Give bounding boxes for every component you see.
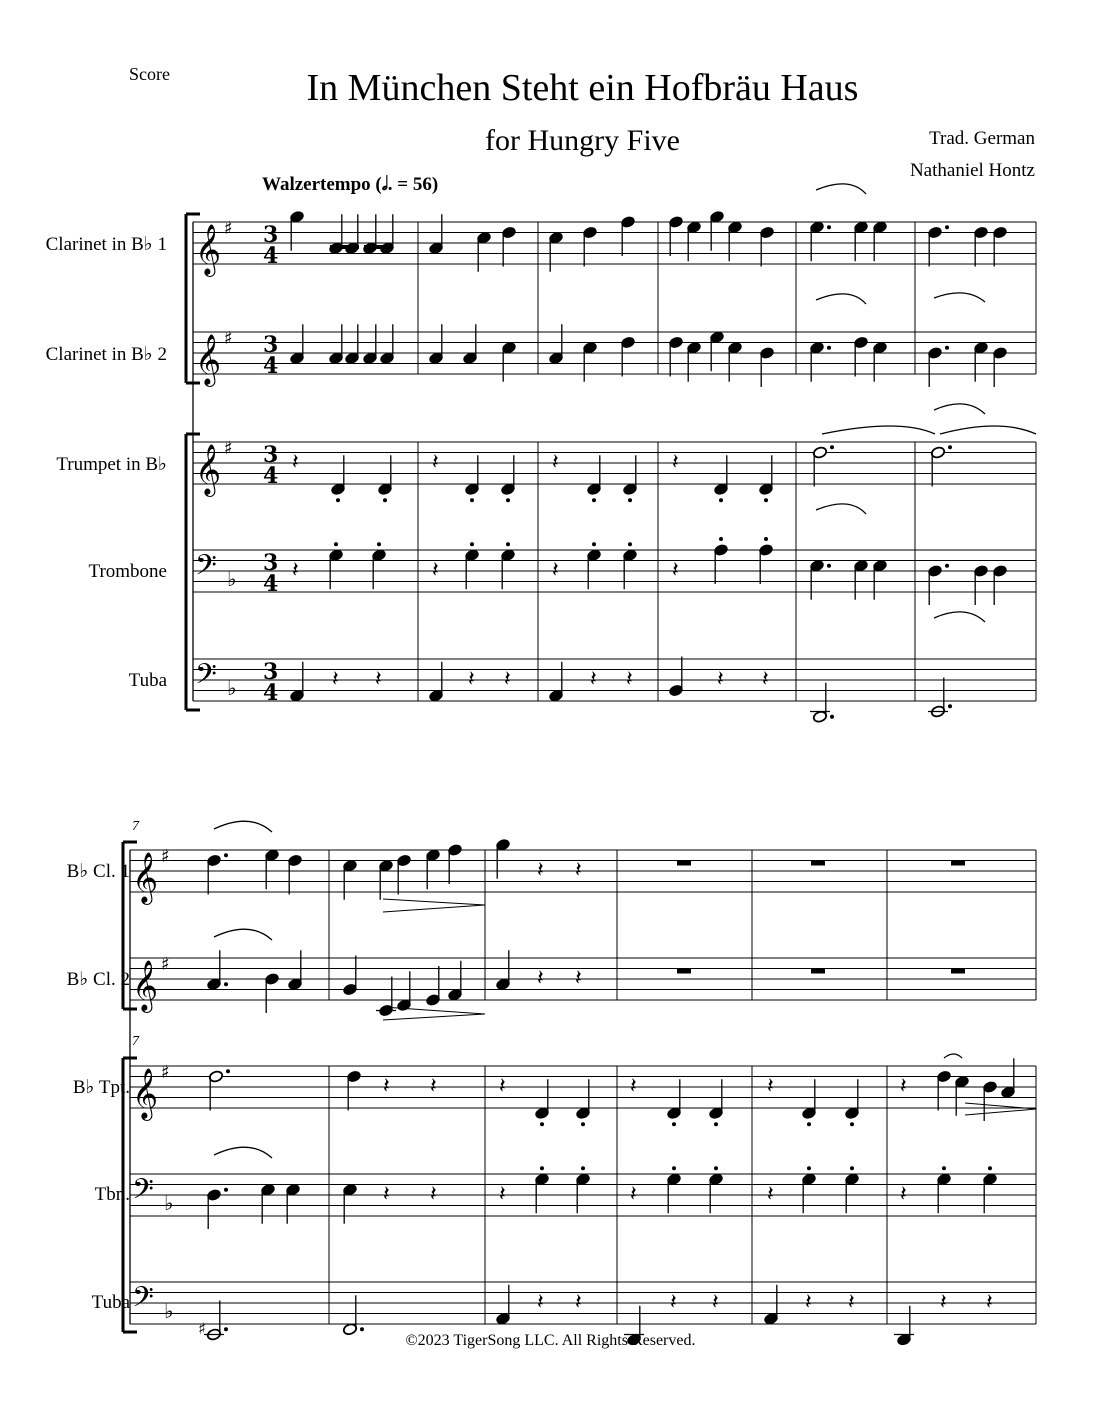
augmentation-dot — [948, 445, 952, 449]
diminuendo-hairpin — [965, 1103, 1036, 1115]
quarter-rest: 𝄽 — [575, 858, 582, 883]
augmentation-dot — [945, 225, 949, 229]
instrument-label-tuba: Tuba — [128, 670, 167, 691]
quarter-rest: 𝄽 — [670, 1290, 677, 1315]
augmentation-dot — [360, 1327, 364, 1331]
staccato-dot — [764, 498, 768, 502]
quarter-rest: 𝄽 — [767, 1182, 774, 1207]
instrument-label-trumpet-short: B♭ Tpt. — [72, 1077, 130, 1098]
staccato-dot — [764, 537, 768, 541]
instrument-label-tuba-short: Tuba — [91, 1292, 130, 1313]
slur — [934, 404, 985, 414]
time-signature-top: 3 — [263, 659, 279, 685]
bass-clef-icon: 𝄢 — [132, 1173, 154, 1213]
bass-clef-icon: 𝄢 — [195, 658, 217, 698]
staccato-dot — [592, 542, 596, 546]
augmentation-dot — [948, 704, 952, 708]
quarter-rest: 𝄽 — [292, 558, 299, 583]
composer-credit: Trad. German — [929, 128, 1035, 149]
staccato-dot — [581, 1166, 585, 1170]
key-signature-sharp: ♯ — [161, 1062, 170, 1083]
slur — [214, 1147, 272, 1158]
instrument-label-trombone-short: Tbn. — [94, 1184, 130, 1205]
slur — [934, 293, 985, 302]
quarter-rest: 𝄽 — [805, 1290, 812, 1315]
treble-clef-icon: 𝄞 — [132, 852, 159, 903]
quarter-rest: 𝄽 — [575, 1290, 582, 1315]
quarter-rest: 𝄽 — [717, 667, 724, 692]
instrument-label-clarinet-1: Clarinet in B♭ 1 — [45, 234, 167, 255]
piece-title: In München Steht ein Hofbräu Haus — [306, 67, 859, 109]
augmentation-dot — [827, 564, 831, 568]
key-signature-sharp: ♯ — [224, 328, 233, 349]
whole-rest — [951, 969, 965, 974]
key-signature-flat: ♭ — [164, 1191, 174, 1215]
whole-rest — [811, 861, 825, 866]
score-label: Score — [129, 64, 170, 84]
slur — [214, 821, 272, 832]
quarter-rest: 𝄽 — [900, 1074, 907, 1099]
key-signature-flat: ♭ — [164, 1299, 174, 1323]
slur — [816, 294, 866, 304]
staccato-dot — [714, 1122, 718, 1126]
whole-rest — [811, 969, 825, 974]
quarter-rest: 𝄽 — [432, 450, 439, 475]
treble-clef-icon: 𝄞 — [195, 334, 222, 385]
bass-clef-icon: 𝄢 — [132, 1281, 154, 1321]
time-signature-top: 3 — [263, 442, 279, 468]
staccato-dot — [470, 542, 474, 546]
quarter-rest: 𝄽 — [630, 1074, 637, 1099]
quarter-rest: 𝄽 — [537, 966, 544, 991]
quarter-rest: 𝄽 — [672, 450, 679, 475]
staccato-dot — [807, 1122, 811, 1126]
quarter-rest: 𝄽 — [630, 1182, 637, 1207]
staccato-dot — [334, 542, 338, 546]
whole-rest — [677, 861, 691, 866]
quarter-rest: 𝄽 — [626, 667, 633, 692]
copyright-notice: ©2023 TigerSong LLC. All Rights Reserved. — [405, 1332, 696, 1349]
treble-clef-icon: 𝄞 — [195, 444, 222, 495]
quarter-rest: 𝄽 — [537, 1290, 544, 1315]
whole-rest — [951, 861, 965, 866]
quarter-rest: 𝄽 — [672, 558, 679, 583]
augmentation-dot — [224, 1188, 228, 1192]
treble-clef-icon: 𝄞 — [132, 960, 159, 1011]
measure-number: 7 — [132, 819, 139, 834]
staccato-dot — [377, 542, 381, 546]
time-signature-bottom: 4 — [263, 680, 279, 706]
quarter-rest: 𝄽 — [499, 1182, 506, 1207]
slur — [934, 612, 985, 622]
time-signature-bottom: 4 — [263, 353, 279, 379]
staccato-dot — [719, 498, 723, 502]
treble-clef-icon: 𝄞 — [195, 224, 222, 275]
key-signature-sharp: ♯ — [161, 954, 170, 975]
augmentation-dot — [224, 1327, 228, 1331]
instrument-label-trombone: Trombone — [88, 561, 167, 582]
augmentation-dot — [827, 225, 831, 229]
treble-clef-icon: 𝄞 — [132, 1068, 159, 1119]
measure-number: 7 — [132, 1034, 139, 1049]
augmentation-dot — [224, 853, 228, 857]
key-signature-flat: ♭ — [227, 676, 237, 700]
quarter-rest: 𝄽 — [940, 1290, 947, 1315]
augmentation-dot — [945, 346, 949, 350]
staccato-dot — [540, 1122, 544, 1126]
key-signature-sharp: ♯ — [224, 218, 233, 239]
staccato-dot — [540, 1166, 544, 1170]
staccato-dot — [581, 1122, 585, 1126]
quarter-rest: 𝄽 — [430, 1074, 437, 1099]
staccato-dot — [850, 1122, 854, 1126]
quarter-rest: 𝄽 — [432, 558, 439, 583]
staccato-dot — [628, 542, 632, 546]
quarter-rest: 𝄽 — [537, 858, 544, 883]
time-signature-top: 3 — [263, 222, 279, 248]
arranger-credit: Nathaniel Hontz — [909, 160, 1035, 181]
quarter-rest: 𝄽 — [430, 1182, 437, 1207]
augmentation-dot — [830, 715, 834, 719]
slur — [816, 184, 866, 194]
quarter-rest: 𝄽 — [504, 667, 511, 692]
whole-rest — [677, 969, 691, 974]
augmentation-dot — [827, 346, 831, 350]
quarter-rest: 𝄽 — [383, 1182, 390, 1207]
slur — [816, 504, 866, 514]
staccato-dot — [714, 1166, 718, 1170]
instrument-label-trumpet: Trumpet in B♭ — [56, 454, 167, 475]
staccato-dot — [807, 1166, 811, 1170]
staccato-dot — [988, 1166, 992, 1170]
instrument-label-clarinet-2-short: B♭ Cl. 2 — [66, 969, 130, 990]
instrument-label-clarinet-1-short: B♭ Cl. 1 — [66, 861, 130, 882]
tie — [940, 426, 1036, 434]
staccato-dot — [383, 498, 387, 502]
time-signature-top: 3 — [263, 332, 279, 358]
augmentation-dot — [945, 564, 949, 568]
augmentation-dot — [224, 982, 228, 986]
quarter-rest: 𝄽 — [575, 966, 582, 991]
key-signature-sharp: ♯ — [224, 438, 233, 459]
quarter-rest: 𝄽 — [552, 558, 559, 583]
time-signature-bottom: 4 — [263, 571, 279, 597]
tie — [822, 426, 935, 434]
quarter-rest: 𝄽 — [900, 1182, 907, 1207]
staccato-dot — [506, 542, 510, 546]
key-signature-sharp: ♯ — [161, 846, 170, 867]
slur — [944, 1054, 962, 1058]
staccato-dot — [336, 498, 340, 502]
quarter-rest: 𝄽 — [590, 667, 597, 692]
staccato-dot — [672, 1122, 676, 1126]
bass-clef-icon: 𝄢 — [195, 549, 217, 589]
staccato-dot — [672, 1166, 676, 1170]
crescendo-hairpin — [383, 1007, 485, 1020]
accidental-sharp: ♯ — [198, 1319, 206, 1338]
quarter-rest: 𝄽 — [848, 1290, 855, 1315]
staccato-dot — [942, 1166, 946, 1170]
quarter-rest: 𝄽 — [292, 450, 299, 475]
staccato-dot — [470, 498, 474, 502]
staccato-dot — [850, 1166, 854, 1170]
crescendo-hairpin — [383, 899, 485, 912]
key-signature-flat: ♭ — [227, 567, 237, 591]
slur — [214, 929, 272, 940]
staccato-dot — [628, 498, 632, 502]
quarter-rest: 𝄽 — [712, 1290, 719, 1315]
quarter-rest: 𝄽 — [383, 1074, 390, 1099]
instrument-label-clarinet-2: Clarinet in B♭ 2 — [45, 344, 167, 365]
quarter-rest: 𝄽 — [552, 450, 559, 475]
staccato-dot — [592, 498, 596, 502]
tempo-marking: Walzertempo (𝅗𝅥. = 56) — [262, 174, 439, 195]
augmentation-dot — [830, 445, 834, 449]
quarter-rest: 𝄽 — [986, 1290, 993, 1315]
time-signature-bottom: 4 — [263, 463, 279, 489]
quarter-rest: 𝄽 — [332, 667, 339, 692]
time-signature-top: 3 — [263, 550, 279, 576]
quarter-rest: 𝄽 — [375, 667, 382, 692]
quarter-rest: 𝄽 — [762, 667, 769, 692]
quarter-rest: 𝄽 — [468, 667, 475, 692]
augmentation-dot — [226, 1069, 230, 1073]
quarter-rest: 𝄽 — [767, 1074, 774, 1099]
quarter-rest: 𝄽 — [499, 1074, 506, 1099]
piece-subtitle: for Hungry Five — [485, 124, 680, 157]
staccato-dot — [506, 498, 510, 502]
staccato-dot — [719, 537, 723, 541]
time-signature-bottom: 4 — [263, 243, 279, 269]
